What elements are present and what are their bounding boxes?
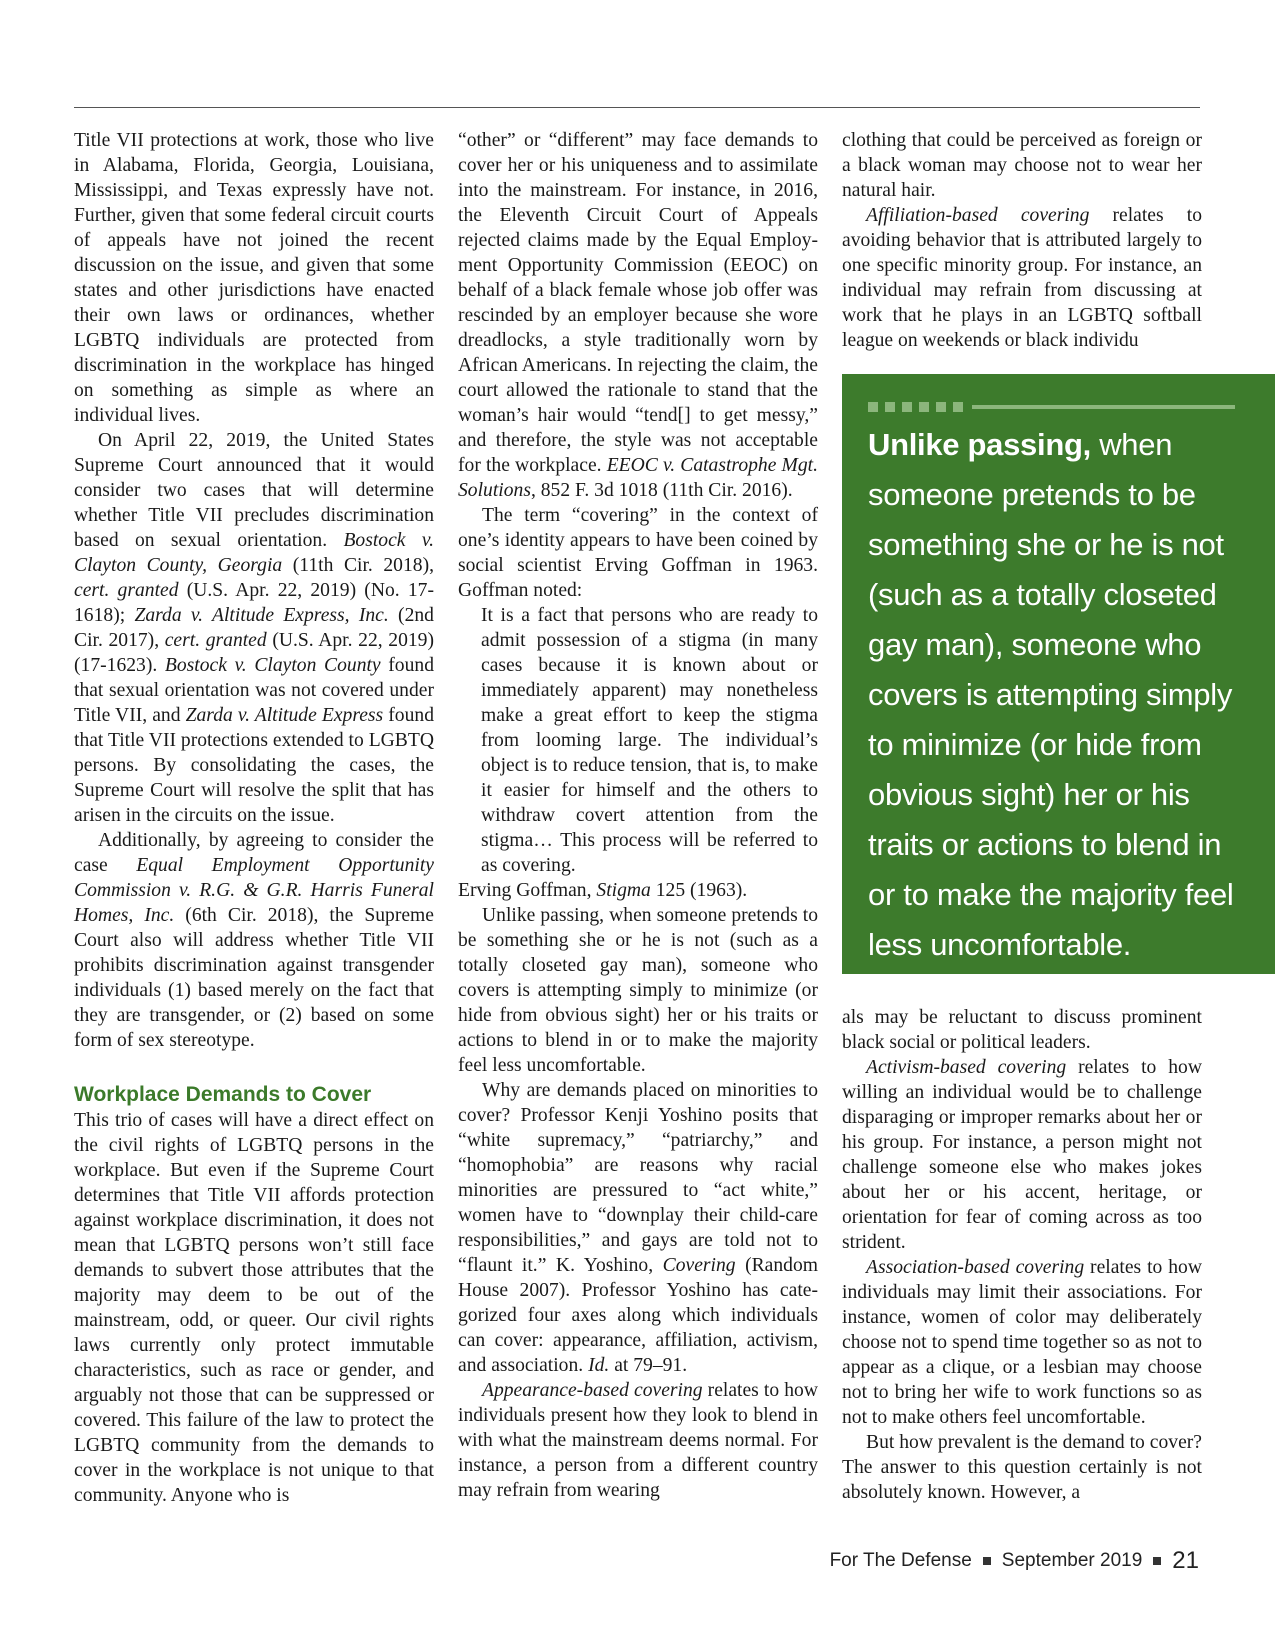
- column-3-lower: [842, 1005, 1202, 1505]
- publication-name: For The Defense: [829, 1550, 972, 1571]
- paragraph: als may be reluctant to discuss prominent black social or political leaders.: [842, 1007, 1202, 1053]
- separator-square-icon: [983, 1557, 991, 1565]
- paragraph: Association-based covering relates to how individuals may limit their associations. For instance, women of color may deliberately choose not to spend time together so as not to appear as a clique, or a lesbian may choose not to bring her wife to work functions so as not to make others feel uncomfortable.: [842, 1257, 1202, 1428]
- section-heading: Workplace Demands to Cover: [74, 1083, 372, 1106]
- paragraph: This trio of cases will have a direct effect on the civil rights of LGBTQ persons in the workplace. But even if the Supreme Court determines that Title VII affords protection against workplace discrimination, it does not mean that LGBTQ persons won’t still face demands to subvert those attributes that the majority may deem to be out of the mainstream, odd, or queer. Our civil rights laws currently only protect immutable characteristics, such as race or gender, and arguably not those that can be suppressed or covered. This failure of the law to protect the LGBTQ community from the demands to cover in the workplace is not unique to that community. Anyone who is: [74, 1110, 434, 1506]
- paragraph: On April 22, 2019, the United States Supreme Court announced that it would consider two cases that will determine whether Title VII precludes discrimination based on sexual orientation. Bostock v. Clayton County, Georgia (11th Cir. 2018), cert. granted (U.S. Apr. 22, 2019) (No. 17-1618); Zarda v. Altitude Express, Inc. (2nd Cir. 2017), cert. granted (U.S. Apr. 22, 2019) (17-1623). Bostock v. Clayton County found that sexual orientation was not covered under Title VII, and Zarda v. Altitude Express found that Title VII protections extended to LGBTQ persons. By consolidating the cases, the Supreme Court will resolve the split that has arisen in the circuits on the issue.: [74, 430, 434, 826]
- term: Activism-based covering: [866, 1057, 1067, 1078]
- paragraph: clothing that could be perceived as foreign or a black woman may choose not to wear her natural hair.: [842, 130, 1202, 201]
- page-footer: [830, 1547, 1199, 1575]
- citation: Erving Goffman, Stigma 125 (1963).: [458, 880, 748, 901]
- column-1: [74, 128, 434, 1508]
- paragraph: Appearance-based covering relates to how individuals present how they look to blend in with what the mainstream deems normal. For instance, a person from a different country may refrain from wearing: [458, 1380, 818, 1501]
- block-quote: It is a fact that persons who are ready to admit possession of a stigma (in many cases because it is known about or immediately apparent) may nonetheless make a great effort to keep the stigma from looming large. The individual’s object is to reduce tension, that is, to make it easier for himself and the others to withdraw covert attention from the stigma… This process will be referred to as covering.: [481, 605, 818, 876]
- term: Affiliation-based covering: [866, 205, 1090, 226]
- paragraph: Why are demands placed on minorities to cover? Professor Kenji Yoshino posits that “white supremacy,” “patriarchy,” and “homophobia” are reasons why racial minorities are pressured to “act white,” women have to “downplay their child-care responsibilities,” and gays are told not to “flaunt it.” K. Yoshino, Covering (Random House 2007). Professor Yoshino has categorized four axes along which individuals can cover: appearance, affiliation, activism, and association. Id. at 79–91.: [458, 1080, 819, 1376]
- pull-quote-text: Unlike passing, when someone pretends to be something she or he is not (such as a totally closeted gay man), someone who covers is attempting simply to minimize (or hide from obvious sight) her or his traits or actions to blend in or to make the majority feel less uncomfortable.: [868, 427, 1234, 962]
- issue-date: September 2019: [1001, 1550, 1143, 1571]
- column-3-upper: [842, 128, 1202, 353]
- paragraph: Unlike passing, when someone pretends to be something she or he is not (such as a totally closeted gay man), someone who covers is attempting simply to minimize (or hide from obvious sight) her or his traits or actions to blend in or to make the majority feel less uncomfortable.: [458, 905, 818, 1076]
- term: Appearance-based covering: [482, 1380, 703, 1401]
- paragraph: But how prevalent is the demand to cover? The answer to this question certainly is not absolutely known. However, a: [842, 1432, 1202, 1503]
- pull-quote-ornament: [868, 400, 1235, 414]
- paragraph: Title VII protections at work, those who live in Alabama, Florida, Georgia, Louisiana, Mississippi, and Texas expressly have not. Further, given that some federal circuit courts of appeals have not joined the recent discussion on the issue, and given that some states and other jurisdictions have enacted their own laws or ordinances, whether LGBTQ individuals are protected from discrimination in the workplace has hinged on something as simple as where an individual lives.: [74, 130, 434, 426]
- pull-quote: [842, 374, 1275, 974]
- case-name: Zarda v. Altitude Express: [185, 705, 384, 726]
- paragraph: Affiliation-based covering relates to avoiding behavior that is attributed largely to one specific minority group. For instance, an individual may refrain from discussing at work that he plays in an LGBTQ softball league on weekends or black individu: [842, 205, 1202, 351]
- case-name: Zarda v. Altitude Express, Inc.: [134, 605, 389, 626]
- column-2: [458, 128, 818, 1503]
- paragraph: “other” or “different” may face demands to cover her or his uniqueness and to assimilate into the mainstream. For instance, in 2016, the Eleventh Circuit Court of Appeals rejected claims made by the Equal Employment Opportunity Commission (EEOC) on behalf of a black female whose job offer was rescinded by an employer because she wore dreadlocks, a style traditionally worn by African Americans. In rejecting the claim, the court allowed the rationale to stand that the woman’s hair would “tend[] to get messy,” and therefore, the style was not acceptable for the workplace. EEOC v. Catastrophe Mgt. Solutions, 852 F. 3d 1018 (11th Cir. 2016).: [458, 130, 818, 501]
- case-name: EEOC v. Catastrophe Mgt. Solutions: [458, 455, 818, 501]
- top-rule: [74, 107, 1200, 108]
- paragraph: Additionally, by agreeing to consider the case Equal Employment Opportunity Commission v. R.G. & G.R. Harris Funeral Homes, Inc. (6th Cir. 2018), the Supreme Court also will address whether Title VII prohibits discrimination against transgender individuals (1) based merely on the fact that they are transgender, or (2) based on some form of sex stereotype.: [74, 830, 434, 1051]
- case-name: Bostock v. Clayton County: [164, 655, 381, 676]
- term: Association-based covering: [866, 1257, 1085, 1278]
- paragraph: Activism-based covering relates to how willing an individual would be to challenge disparaging or improper remarks about her or his group. For instance, a person might not challenge someone else who makes jokes about her or his accent, heritage, or orientation for fear of coming across as too strident.: [842, 1057, 1203, 1253]
- paragraph: The term “covering” in the context of one’s identity appears to have been coined by social scientist Erving Goffman in 1963. Goffman noted:: [458, 505, 818, 601]
- case-name: Bostock v. Clayton County, Georgia: [74, 530, 434, 576]
- separator-square-icon: [1153, 1557, 1161, 1565]
- case-name: Equal Employment Opportunity Commission v. R.G. & G.R. Harris Funeral Homes, Inc.: [74, 855, 434, 926]
- page-number: 21: [1172, 1547, 1199, 1574]
